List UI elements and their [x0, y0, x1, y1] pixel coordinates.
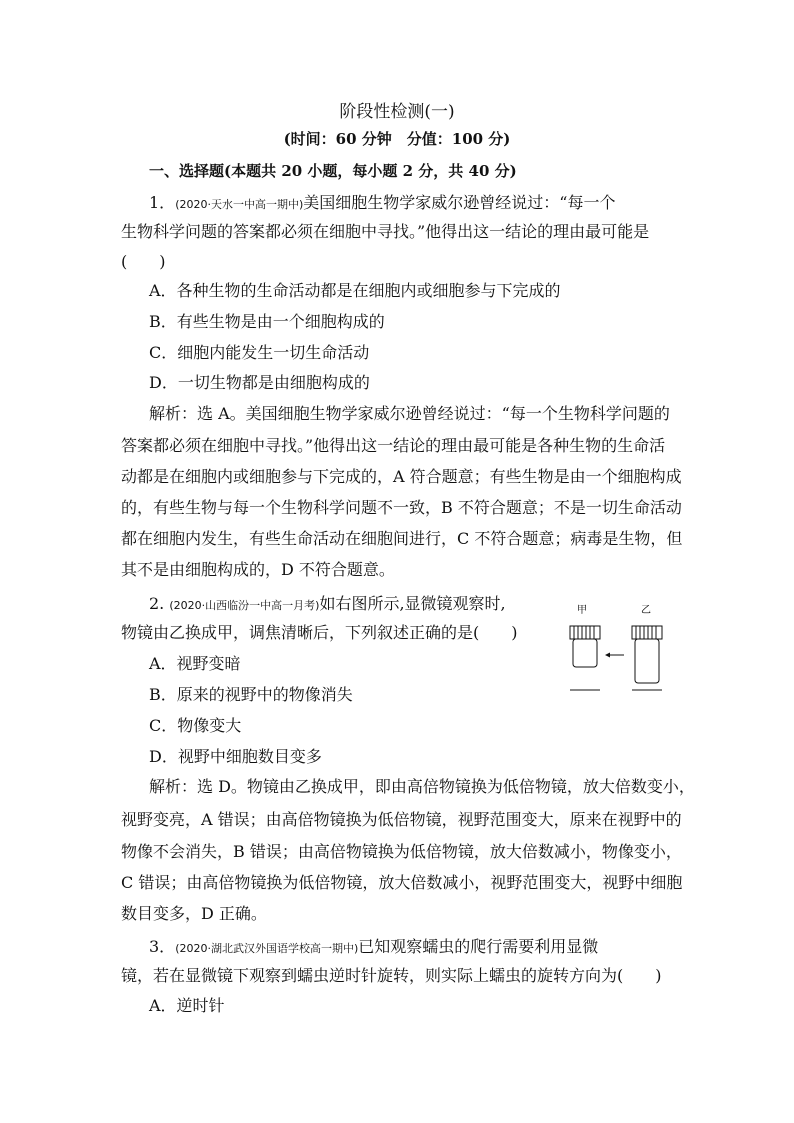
- question-1-analysis-line-5: 都在细胞内发生，有些生命活动在细胞间进行，C 不符合题意；病毒是生物，但: [121, 529, 683, 548]
- objective-jia: [570, 626, 600, 667]
- question-1-analysis-line-1: 解析：选 A。美国细胞生物学家威尔逊曾经说过：“每一个生物科学问题的: [149, 404, 670, 423]
- question-1-analysis-line-2: 答案都必须在细胞中寻找。”他得出这一结论的理由最可能是各种生物的生命活: [121, 436, 666, 455]
- objective-yi: [632, 626, 662, 683]
- question-2-analysis-line-4: C 错误；由高倍物镜换为低倍物镜，放大倍数减小，视野范围变大，视野中细胞: [121, 873, 683, 892]
- question-2-analysis-line-5: 数目变多，D 正确。: [121, 904, 267, 923]
- question-3-source: (2020·湖北武汉外国语学校高一期中): [175, 942, 359, 955]
- question-1-stem-line-1: [149, 193, 705, 215]
- question-2-stem-text-1: 如右图所示,显微镜观察时,: [319, 594, 506, 613]
- question-1-stem-line-2: 生物科学问题的答案都必须在细胞中寻找。”他得出这一结论的理由最可能是: [121, 222, 650, 241]
- question-1-analysis-line-4: 的，有些生物与每一个生物科学问题不一致，B 不符合题意；不是一切生命活动: [121, 498, 682, 517]
- question-1-option-b: B．有些生物是由一个细胞构成的: [149, 312, 385, 331]
- question-1-option-d: D．一切生物都是由细胞构成的: [149, 373, 370, 392]
- question-1-analysis-line-3: 动都是在细胞内或细胞参与下完成的，A 符合题意；有些生物是由一个细胞构成: [121, 467, 682, 486]
- question-1-analysis-line-6: 其不是由细胞构成的，D 不符合题意。: [121, 560, 395, 579]
- question-2-stem-line-1: [149, 594, 569, 616]
- question-2-number: 2.: [149, 594, 170, 613]
- objective-lens-diagram: [560, 603, 680, 695]
- label-yi: 乙: [641, 605, 651, 616]
- question-2-option-d: D．视野中细胞数目变多: [149, 747, 322, 766]
- question-2-stem-line-2: 物镜由乙换成甲，调焦清晰后，下列叙述正确的是( ): [121, 623, 518, 642]
- question-2-option-c: C．物像变大: [149, 716, 242, 735]
- question-2-analysis-line-1: 解析：选 D。物镜由乙换成甲，即由高倍物镜换为低倍物镜，放大倍数变小，: [149, 777, 695, 796]
- section-heading: 一、选择题(本题共 20 小题，每小题 2 分，共 40 分): [149, 162, 517, 180]
- question-3-stem-line-1: [149, 937, 705, 959]
- label-jia: 甲: [577, 605, 587, 616]
- question-2-analysis-line-2: 视野变亮，A 错误；由高倍物镜换为低倍物镜，视野范围变大，原来在视野中的: [121, 810, 682, 829]
- arrow-icon: [605, 653, 624, 658]
- question-1-answer-blank: ( ): [121, 252, 166, 271]
- question-1-option-c: C．细胞内能发生一切生命活动: [149, 343, 370, 362]
- objective-lens-figure: [560, 603, 680, 695]
- question-2-option-a: A．视野变暗: [149, 654, 241, 673]
- question-3-stem-line-2: 镜，若在显微镜下观察到蠕虫逆时针旋转，则实际上蠕虫的旋转方向为( ): [121, 966, 662, 985]
- question-3-stem-text-1: 已知观察蠕虫的爬行需要利用显微: [358, 937, 599, 956]
- question-3-number: 3．: [149, 937, 176, 956]
- page-subtitle: (时间：60 分钟 分值：100 分): [283, 130, 511, 148]
- question-1-number: 1．: [149, 193, 176, 212]
- question-2-analysis-line-3: 物像不会消失，B 错误；由高倍物镜换为低倍物镜，放大倍数减小，物像变小，: [121, 842, 682, 861]
- question-2-option-b: B．原来的视野中的物像消失: [149, 685, 353, 704]
- question-1-option-a: A．各种生物的生命活动都是在细胞内或细胞参与下完成的: [149, 281, 561, 300]
- question-2-source: (2020·山西临汾一中高一月考): [169, 599, 320, 612]
- question-1-stem-text-1: 美国细胞生物学家威尔逊曾经说过：“每一个: [303, 193, 616, 212]
- question-1-source: (2020·天水一中高一期中): [175, 198, 304, 211]
- question-3-option-a: A．逆时针: [149, 996, 225, 1015]
- page-title: 阶段性检测(一): [339, 102, 455, 122]
